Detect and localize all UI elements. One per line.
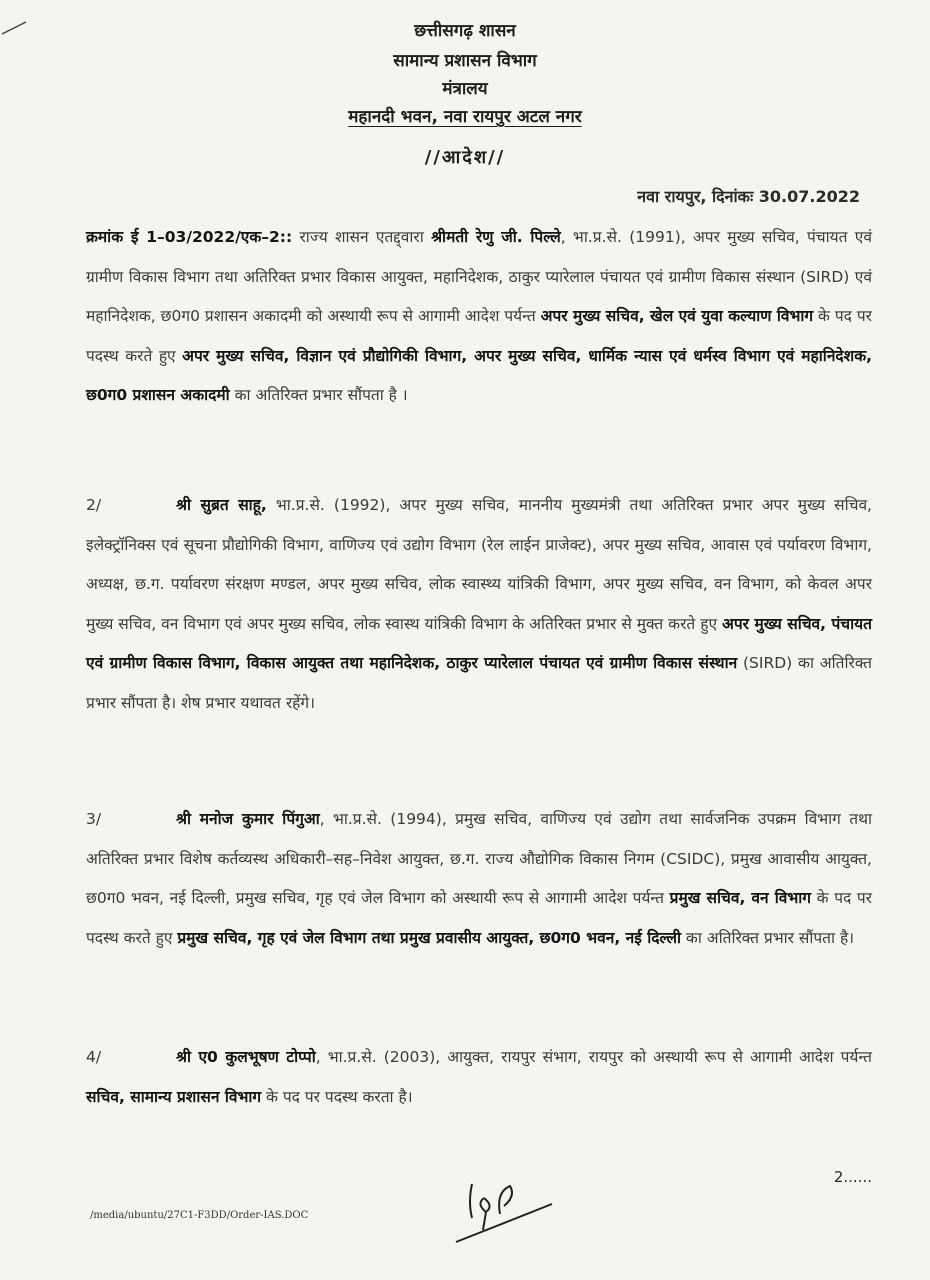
officer-name-2: श्री सुब्रत साहू, <box>176 496 267 514</box>
file-path: /media/ubuntu/27C1-F3DD/Order-IAS.DOC <box>90 1210 309 1221</box>
order-paragraph-2 <box>86 486 872 723</box>
date-line: नवा रायपुर, दिनांकः 30.07.2022 <box>637 187 860 206</box>
officer-name-4: श्री ए0 कुलभूषण टोप्पो <box>176 1048 316 1066</box>
department-name: सामान्य प्रशासन विभाग <box>393 51 537 71</box>
order-paragraph-1 <box>86 218 872 416</box>
para2-text-2: (SIRD) का अतिरिक्त प्रभार सौंपता है। शेष प्रभार यथावत रहेंगे। <box>86 654 872 712</box>
posting-4: सचिव, सामान्य प्रशासन विभाग <box>86 1087 262 1106</box>
para4-text-1: , भा.प्र.से. (2003), आयुक्त, रायपुर संभाग, रायपुर को अस्थायी रूप से आगामी आदेश पर्यन्त <box>315 1048 872 1066</box>
para2-text-1: भा.प्र.से. (1992), अपर मुख्य सचिव, माननीय मुख्यमंत्री तथा अतिरिक्त प्रभार अपर मुख्य सचिव, इलेक्ट्रॉनिक्स एवं सूचना प्रौद्योगिकी विभाग, वाणिज्य एवं उद्योग विभाग (रेल लाईन प्राजेक्ट), अपर मुख्य सचिव, आवास एवं पर्यावरण विभाग, अध्यक्ष, छ.ग. पर्यावरण संरक्षण मण्डल, अपर मुख्य सचिव, लोक स्वास्थ्य यांत्रिकी विभाग, अपर मुख्य सचिव, वन विभाग, को केवल अपर मुख्य सचिव, वन विभाग एवं अपर मुख्य सचिव, लोक स्वास्थ यांत्रिकी विभाग के अतिरिक्त प्रभार से मुक्त करते हुए <box>86 496 872 633</box>
posting-1: अपर मुख्य सचिव, खेल एवं युवा कल्याण विभाग <box>540 307 814 325</box>
order-paragraph-4 <box>86 1038 872 1117</box>
para1-text-1: राज्य शासन एतद्द्वारा <box>292 228 432 246</box>
officer-name-3: श्री मनोज कुमार पिंगुआ <box>176 810 320 828</box>
order-heading: //आदेश// <box>424 147 506 168</box>
signature <box>450 1170 560 1250</box>
para1-text-2: , भा.प्र.से. (1991), अपर मुख्य सचिव, पंचायत एवं ग्रामीण विकास विभाग तथा अतिरिक्त प्रभार विकास आयुक्त, महानिदेशक, ठाकुर प्यारेलाल पंचायत एवं ग्रामीण विकास संस्थान (SIRD) एवं महानिदेशक, छ0ग0 प्रशासन अकादमी को अस्थायी रूप से आगामी आदेश पर्यन्त <box>86 228 872 325</box>
para1-text-3: के पद पर पदस्थ करते हुए <box>86 307 872 365</box>
para1-text-4: का अतिरिक्त प्रभार सौंपता है । <box>229 386 408 404</box>
officer-name-1: श्रीमती रेणु जी. पिल्ले <box>431 228 561 246</box>
additional-charge-1: अपर मुख्य सचिव, विज्ञान एवं प्रौद्योगिकी विभाग, अपर मुख्य सचिव, धार्मिक न्यास एवं धर्मस्व विभाग एवं महानिदेशक, छ0ग0 प्रशासन अकादमी <box>86 346 872 404</box>
secretariat-name: मंत्रालय <box>442 79 488 99</box>
office-address: महानदी भवन, नवा रायपुर अटल नगर <box>348 107 582 127</box>
posting-3: प्रमुख सचिव, वन विभाग <box>669 889 812 907</box>
page-continuation: 2...... <box>833 1168 872 1186</box>
para3-text-1: , भा.प्र.से. (1994), प्रमुख सचिव, वाणिज्य एवं उद्योग तथा सार्वजनिक उपक्रम विभाग तथा अतिरिक्त प्रभार विशेष कर्तव्यस्थ अधिकारी–सह–निवेश आयुक्त, छ.ग. राज्य औद्योगिक विकास निगम (CSIDC), प्रमुख आवासीय आयुक्त, छ0ग0 भवन, नई दिल्ली, प्रमुख सचिव, गृह एवं जेल विभाग को अस्थायी रूप से आगामी आदेश पर्यन्त <box>86 810 872 907</box>
paragraph-number-2: 2/ <box>86 496 102 514</box>
paragraph-number-4: 4/ <box>86 1048 102 1066</box>
order-paragraph-3 <box>86 800 872 958</box>
para3-text-2: के पद पर पदस्थ करते हुए <box>86 889 872 947</box>
government-name: छत्तीसगढ़ शासन <box>414 21 516 41</box>
para4-text-2: के पद पर पदस्थ करता है। <box>261 1087 413 1106</box>
paragraph-number-3: 3/ <box>86 810 102 828</box>
para3-text-3: का अतिरिक्त प्रभार सौंपता है। <box>680 928 855 947</box>
additional-charge-2: अपर मुख्य सचिव, पंचायत एवं ग्रामीण विकास विभाग, विकास आयुक्त तथा महानिदेशक, ठाकुर प्यारेलाल पंचायत एवं ग्रामीण विकास संस्थान <box>86 614 872 672</box>
additional-charge-3: प्रमुख सचिव, गृह एवं जेल विभाग तथा प्रमुख प्रवासीय आयुक्त, छ0ग0 भवन, नई दिल्ली <box>177 928 681 947</box>
order-reference: क्रमांक ई 1–03/2022/एक–2:: <box>86 228 293 246</box>
